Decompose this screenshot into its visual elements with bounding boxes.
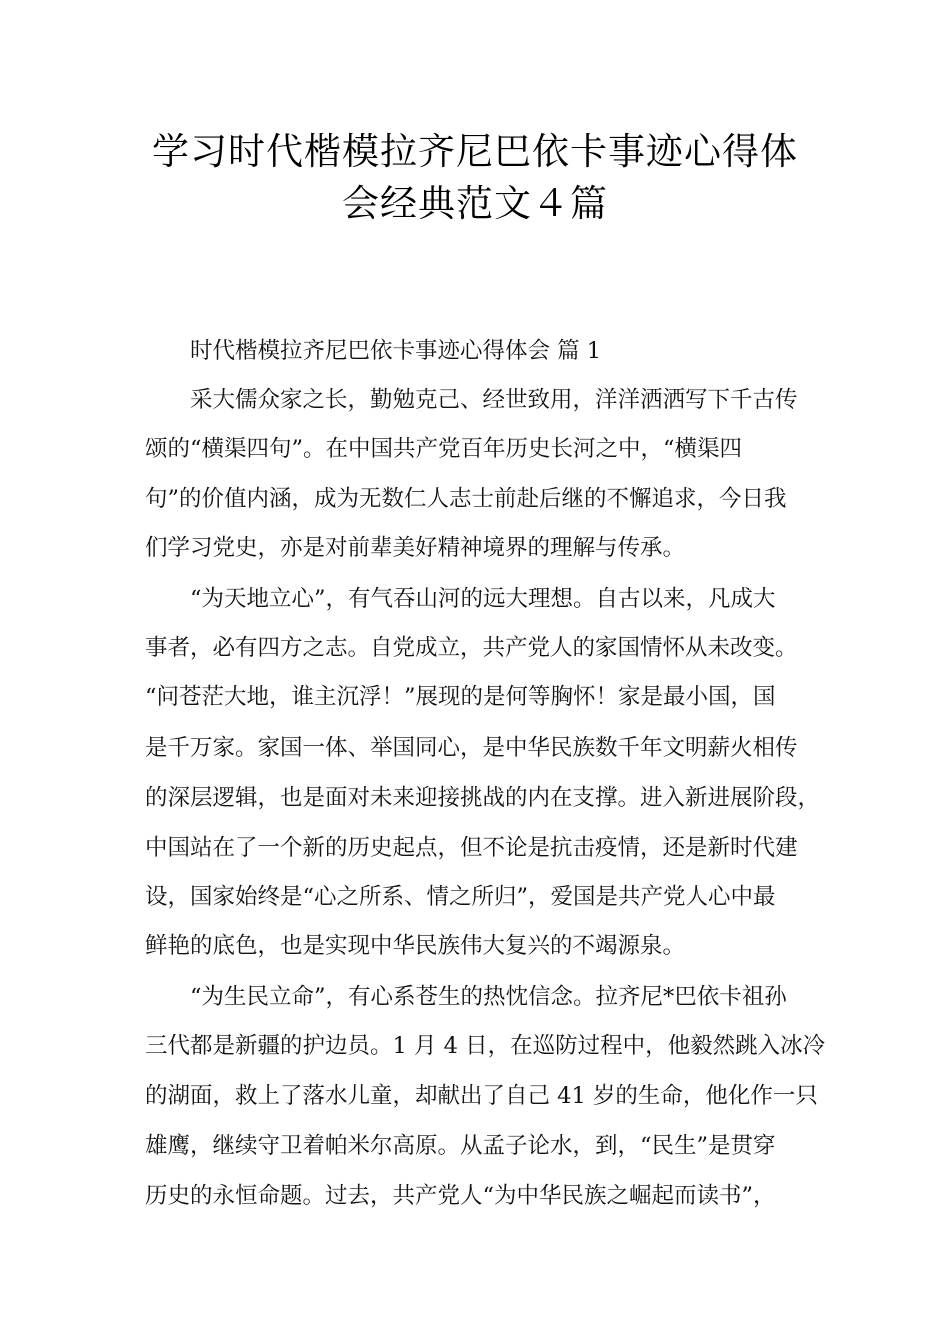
section-heading: 时代楷模拉齐尼巴依卡事迹心得体会 篇 1: [190, 338, 602, 364]
paragraph-2-line-8: 鲜艳的底色，也是实现中华民族伟大复兴的不竭源泉。: [145, 933, 686, 959]
paragraph-2-line-3: “问苍茫大地，谁主沉浮！”展现的是何等胸怀！家是最小国，国: [145, 684, 776, 710]
paragraph-3-line-1: “为生民立命”，有心系苍生的热忱信念。拉齐尼*巴依卡祖孙: [190, 984, 787, 1010]
paragraph-2-line-5: 的深层逻辑，也是面对未来迎接挑战的内在支撑。进入新进展阶段，: [145, 785, 821, 811]
paragraph-2-line-1: “为天地立心”，有气吞山河的远大理想。自古以来，凡成大: [190, 586, 776, 612]
document-title-line-2: 会经典范文４篇: [342, 182, 608, 225]
paragraph-1-line-4: 们学习党史，亦是对前辈美好精神境界的理解与传承。: [145, 535, 686, 561]
paragraph-3-line-2: 三代都是新疆的护边员。1 月 4 日，在巡防过程中，他毅然跳入冰冷: [145, 1033, 826, 1059]
paragraph-1-line-2: 颂的“横渠四句”。在中国共产党百年历史长河之中，“横渠四: [145, 436, 743, 462]
paragraph-2-line-4: 是千万家。家国一体、举国同心，是中华民族数千年文明薪火相传: [145, 735, 798, 761]
paragraph-2-line-2: 事者，必有四方之志。自党成立，共产党人的家国情怀从未改变。: [145, 635, 798, 661]
paragraph-1-line-3: 句”的价值内涵，成为无数仁人志士前赴后继的不懈追求，今日我: [145, 486, 787, 512]
paragraph-3-line-4: 雄鹰，继续守卫着帕米尔高原。从孟子论水，到，“民生”是贯穿: [145, 1133, 776, 1159]
document-title-line-1: 学习时代楷模拉齐尼巴依卡事迹心得体: [152, 130, 798, 173]
paragraph-2-line-7: 设，国家始终是“心之所系、情之所归”，爱国是共产党人心中最: [145, 884, 776, 910]
paragraph-3-line-5: 历史的永恒命题。过去，共产党人“为中华民族之崛起而读书”，: [145, 1183, 776, 1209]
paragraph-1-line-1: 采大儒众家之长，勤勉克己、经世致用，洋洋洒洒写下千古传: [190, 387, 798, 413]
paragraph-2-line-6: 中国站在了一个新的历史起点，但不论是抗击疫情，还是新时代建: [145, 835, 798, 861]
paragraph-3-line-3: 的湖面，救上了落水儿童，却献出了自己 41 岁的生命，他化作一只: [145, 1083, 818, 1109]
